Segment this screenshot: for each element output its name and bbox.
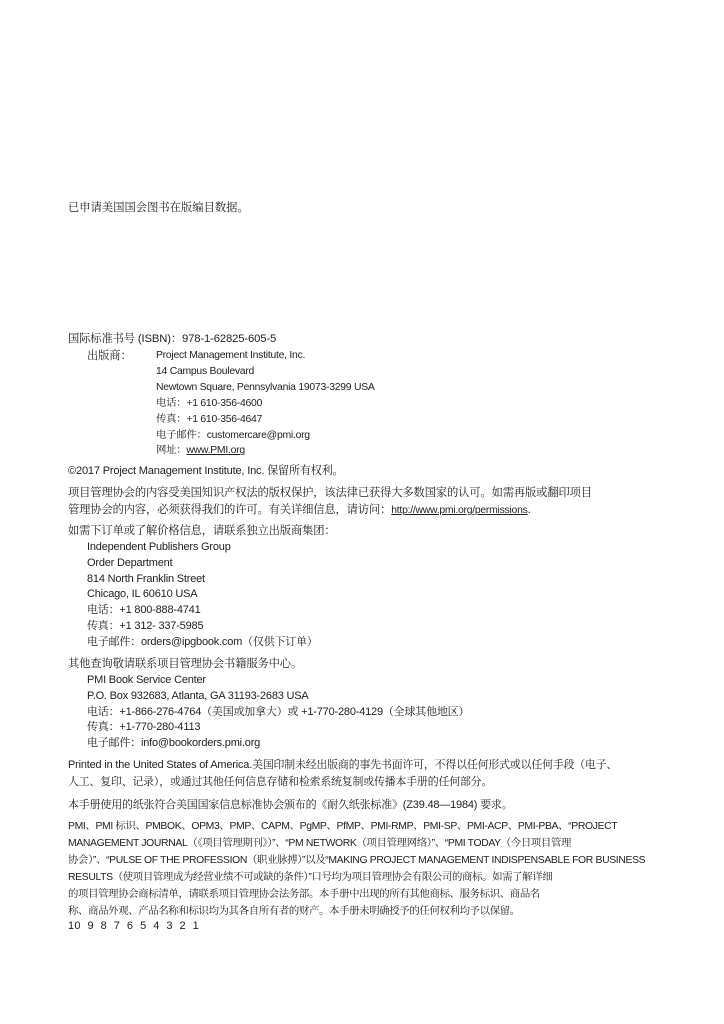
paper-standard-note: 本手册使用的纸张符合美国国家信息标准协会颁布的《耐久纸张标准》(Z39.48—1984) 要求。 (68, 799, 513, 811)
permission-text: 管理协会的内容，必须获得我们的许可。有关详细信息，请访问： (68, 504, 392, 516)
publisher-fax: 传真：+1 610-356-4647 (156, 413, 263, 425)
orders-department: Order Department (87, 556, 173, 569)
publisher-phone: 电话：+1 610-356-4600 (156, 397, 263, 409)
service-po-box: P.O. Box 932683, Atlanta, GA 31193-2683 USA (87, 689, 309, 702)
trademark-notice (68, 818, 668, 920)
orders-fax: 传真：+1 312- 337-5985 (87, 619, 204, 632)
trademark-line: PMI、PMI 标识、PMBOK、OPM3、PMP、CAPM、PgMP、PfMP、PMI-RMP、PMI-SP、PMI-ACP、PMI-PBA、“PROJECT (68, 821, 618, 832)
permission-line-1: 项目管理协会的内容受美国知识产权法的版权保护，该法律已获得大多数国家的认可。如需再版或翻印项目 (68, 487, 592, 499)
orders-address (68, 540, 668, 651)
trademark-line: 的项目管理协会商标清单，请联系项目管理协会法务部。本手册中出现的所有其他商标、服务标识、商品名 (68, 889, 540, 900)
orders-block (68, 523, 668, 651)
reproduction-line-2: 人工、复印、记录），或通过其他任何信息存储和检索系统复制或传播本手册的任何部分。 (68, 776, 493, 788)
website-label: 网址： (156, 445, 187, 457)
orders-email: 电子邮件：orders@ipgbook.com（仅供下订单） (87, 635, 318, 648)
publisher-label: 出版商： (87, 350, 132, 362)
permission-period: . (527, 504, 531, 516)
service-address (68, 673, 668, 752)
service-fax: 传真：+1-770-280-4113 (87, 721, 201, 734)
permission-line-2 (68, 502, 668, 519)
orders-street: 814 North Franklin Street (87, 572, 205, 585)
reproduction-notice (68, 757, 668, 791)
cip-note: 已申请美国国会图书在版编目数据。 (68, 202, 249, 214)
orders-intro: 如需下订单或了解价格信息，请联系独立出版商集团： (68, 525, 336, 537)
trademark-line: RESULTS（使项目管理成为经营业绩不可或缺的条件）”口号均为项目管理协会有限公司的商标。如需了解详细 (68, 872, 553, 883)
copyright-line: ©2017 Project Management Institute, Inc. 保留所有权利。 (68, 465, 344, 477)
publisher-address (156, 348, 375, 459)
printing-number-line: 10 9 8 7 6 5 4 3 2 1 (68, 920, 200, 932)
orders-company: Independent Publishers Group (87, 541, 231, 553)
publisher-email: 电子邮件：customercare@pmi.org (156, 429, 310, 441)
publisher-street: 14 Campus Boulevard (156, 365, 255, 377)
service-email: 电子邮件：info@bookorders.pmi.org (87, 737, 261, 750)
permission-paragraph (68, 485, 668, 519)
service-block (68, 656, 668, 752)
website-link[interactable]: www.PMI.org (186, 445, 245, 457)
trademark-line: 称、商品外观、产品名称和标识均为其各自所有者的财产。本手册未明确授予的任何权利均予以保留。 (68, 906, 520, 917)
service-name: PMI Book Service Center (87, 674, 206, 686)
orders-city: Chicago, IL 60610 USA (87, 588, 198, 601)
publisher-city: Newtown Square, Pennsylvania 19073-3299 USA (156, 381, 375, 393)
permissions-link[interactable]: http://www.pmi.org/permissions (391, 505, 528, 516)
isbn-line: 国际标准书号 (ISBN)：978-1-62825-605-5 (68, 333, 277, 345)
orders-phone: 电话：+1 800-888-4741 (87, 604, 201, 617)
service-intro: 其他查询敬请联系项目管理协会书籍服务中心。 (68, 658, 303, 670)
trademark-line: 协会）”、“PULSE OF THE PROFESSION（职业脉搏）”以及“MAKING PROJECT MANAGEMENT INDISPENSABLE FOR BUSINESS (68, 855, 646, 866)
publisher-name: Project Management Institute, Inc. (156, 350, 306, 361)
publisher-block (68, 331, 668, 457)
trademark-line: MANAGEMENT JOURNAL（《项目管理期刊》）”、“PM NETWORK（项目管理网络）”、“PMI TODAY（今日项目管理 (68, 838, 572, 849)
service-phone: 电话：+1-866-276-4764（美国或加拿大）或 +1-770-280-4129（全球其他地区） (87, 705, 470, 718)
publisher-website (156, 443, 375, 459)
reproduction-line-1: Printed in the United States of America.美国印制未经出版商的事先书面许可，不得以任何形式或以任何手段（电子、 (68, 759, 618, 771)
